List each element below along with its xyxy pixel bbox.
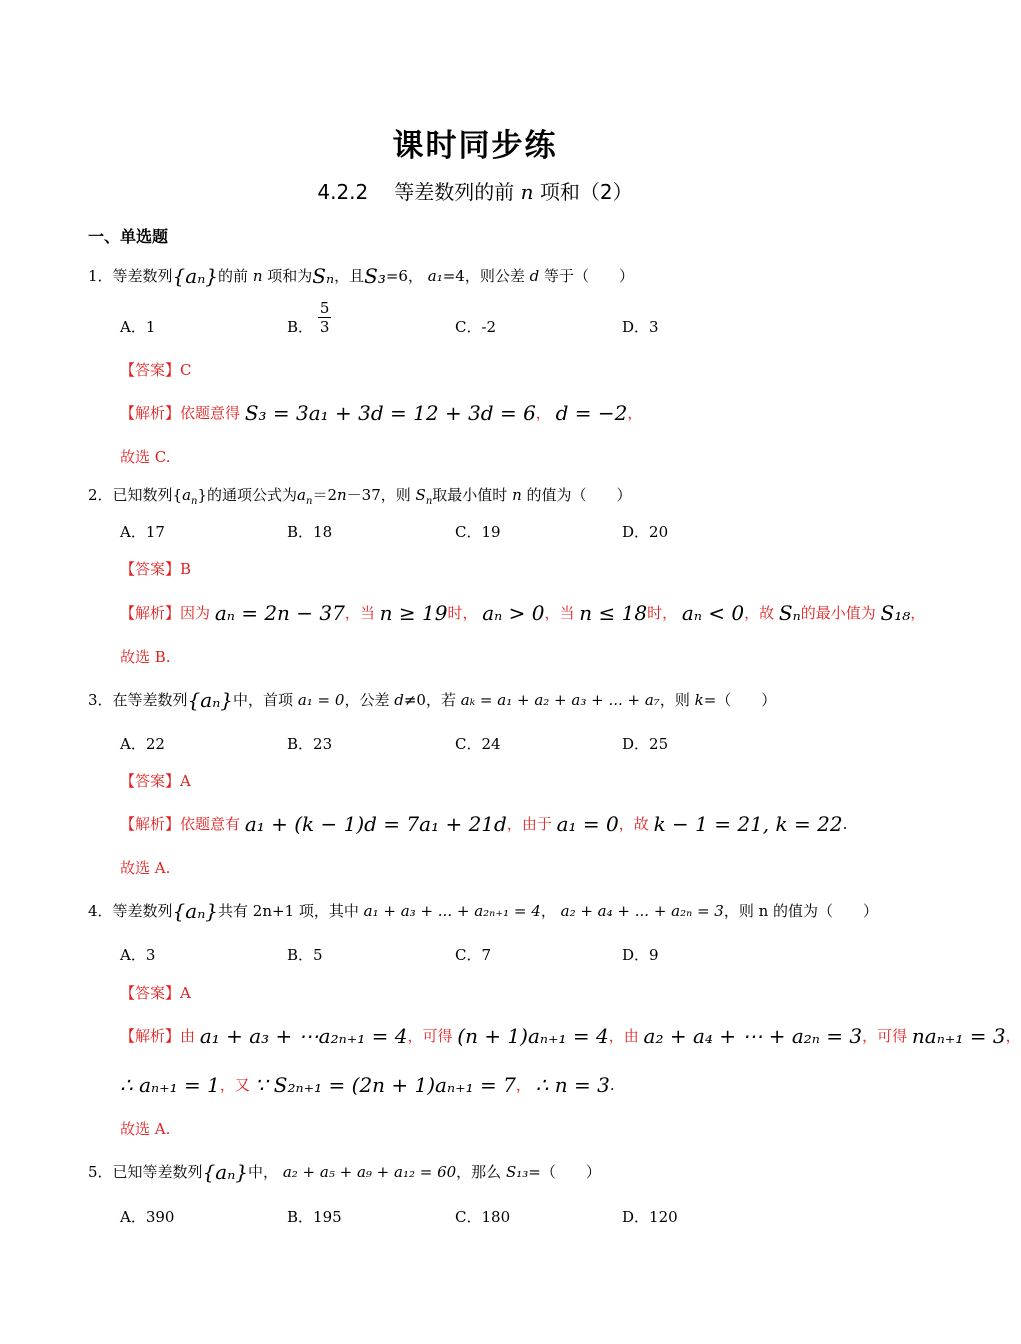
question-2-stem: 2．已知数列$\{a_n\}$的通项公式为$a_n=2n-37$，则 $S_n$取最小值时 n 的值为（ ）	[88, 486, 632, 507]
q4-option-c: C．7	[455, 946, 492, 964]
q3-option-d: D．25	[622, 735, 669, 753]
sequence-symbol: {aₙ}	[172, 264, 219, 288]
page-subtitle	[0, 176, 950, 205]
subtitle-pre: 等差数列的前	[394, 180, 515, 204]
q4-analysis-cont: ∴ aₙ₊₁ = 1，又 ∵ S₂ₙ₊₁ = (2n + 1)aₙ₊₁ = 7， ∴ n = 3.	[120, 1073, 615, 1097]
question-4-stem: 4．等差数列{aₙ}共有 2n+1 项，其中 a₁ + a₃ + ... + a₂ₙ₊₁ = 4， a₂ + a₄ + ... + a₂ₙ = 3，则 n 的值为（ ）	[88, 899, 879, 923]
q1-option-a: A．1	[120, 318, 156, 336]
q5-option-a: A．390	[120, 1208, 175, 1226]
q1-option-b: B． $\frac{5}{3}$	[287, 298, 330, 336]
q3-option-b: B．23	[287, 735, 333, 753]
q4-option-b: B．5	[287, 946, 323, 964]
question-5-stem: 5．已知等差数列{aₙ}中， a₂ + a₅ + a₉ + a₁₂ = 60，那么 S₁₃=（ ）	[88, 1160, 601, 1184]
q3-option-c: C．24	[455, 735, 501, 753]
q2-option-d: D．20	[622, 523, 669, 541]
q4-option-a: A．3	[120, 946, 156, 964]
q1-option-d: D．3	[622, 318, 659, 336]
fraction: $\frac{5}{3}$	[319, 298, 330, 336]
q5-option-b: B．195	[287, 1208, 342, 1226]
q4-conclusion: 故选 A.	[120, 1120, 171, 1138]
q4-option-d: D．9	[622, 946, 659, 964]
section-heading: 一、单选题	[88, 227, 169, 246]
q3-conclusion: 故选 A.	[120, 859, 171, 877]
q1-analysis: 【解析】依题意得 S₃ = 3a₁ + 3d = 12 + 3d = 6， d = −2，	[120, 401, 643, 425]
page-title: 课时同步练	[392, 128, 558, 164]
q1-answer: 【答案】C	[120, 361, 192, 379]
question-3-stem: 3．在等差数列{aₙ}中，首项 a₁ = 0，公差 d≠0，若 aₖ = a₁ + a₂ + a₃ + ... + a₇，则 k=（ ）	[88, 688, 777, 712]
question-1-stem: 1．等差数列{aₙ}的前 n 项和为Sₙ，且S₃=6， a₁=4，则公差 d 等于（ ）	[88, 264, 635, 288]
q2-analysis: 【解析】因为 aₙ = 2n − 37，当 n ≥ 19时， aₙ > 0，当 n ≤ 18时， aₙ < 0，故 Sₙ的最小值为 S₁₈，	[120, 601, 926, 625]
q2-answer: 【答案】B	[120, 560, 192, 578]
q3-option-a: A．22	[120, 735, 165, 753]
q2-option-b: B．18	[287, 523, 333, 541]
q3-answer: 【答案】A	[120, 772, 191, 790]
q1-option-c: C．-2	[455, 318, 497, 336]
q4-answer: 【答案】A	[120, 984, 191, 1002]
q5-option-d: D．120	[622, 1208, 678, 1226]
subtitle-post: 项和（2）	[539, 180, 633, 204]
q3-analysis: 【解析】依题意有 a₁ + (k − 1)d = 7a₁ + 21d，由于 a₁ = 0，故 k − 1 = 21, k = 22.	[120, 812, 848, 836]
subtitle-var: n	[520, 180, 534, 204]
q4-analysis: 【解析】由 a₁ + a₃ + ⋯a₂ₙ₊₁ = 4，可得 (n + 1)aₙ₊₁ = 4，由 a₂ + a₄ + ⋯ + a₂ₙ = 3，可得 naₙ₊₁ = 3，	[120, 1024, 1021, 1048]
q2-conclusion: 故选 B.	[120, 648, 171, 666]
q2-option-c: C．19	[455, 523, 501, 541]
subtitle-number: 4.2.2	[317, 180, 369, 204]
q5-option-c: C．180	[455, 1208, 511, 1226]
q2-option-a: A．17	[120, 523, 165, 541]
q1-conclusion: 故选 C.	[120, 448, 171, 466]
